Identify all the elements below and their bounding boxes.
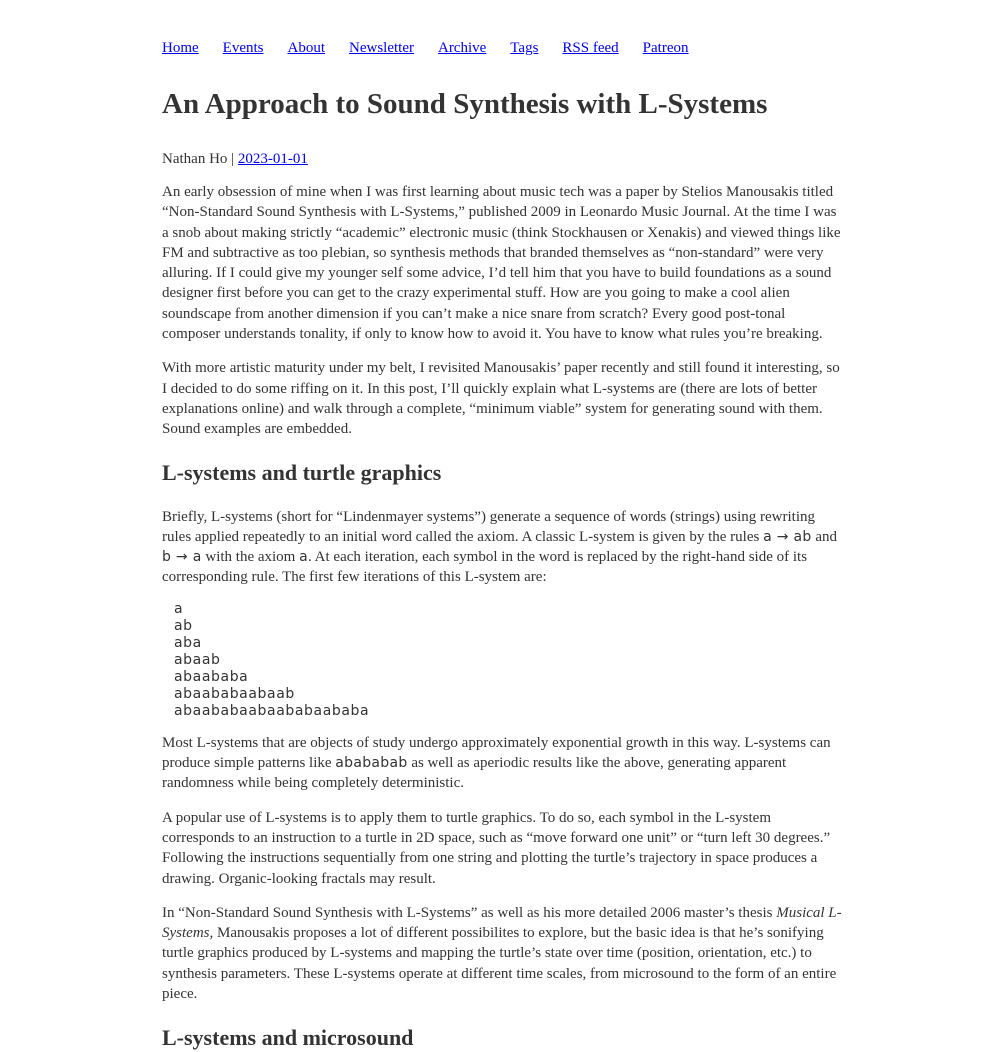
nav-link-events[interactable]: Events	[222, 40, 264, 56]
nav-link-rss-feed[interactable]: RSS feed	[562, 40, 619, 56]
rule-b-code: b → a	[162, 549, 202, 566]
paragraph-intro: An early obsession of mine when I was first learning about music tech was a paper by Stelios Manousakis titled “Non-Standard Sound Synthesis with L-Systems,” published 2009 in Leonardo Music Journal. At the time I was a snob about making strictly “academic” electronic music (think Stockhausen or Xenakis) and viewed things like FM and subtractive as too plebian, so synthesis methods that branded themselves as “non-standard” were very alluring. If I could give my younger self some advice, I’d tell him that you have to build foundations as a sound designer first before you can get to the crazy experimental stuff. How are you going to make a cool alien soundscape from another dimension if you can’t make a nice snare from scratch? Every good post-tonal composer understands tonality, if only to know how to avoid it. You have to know what rules you’re breaking.	[162, 184, 841, 343]
text-span: . At each iteration, each symbol in the word is replaced by the right-hand side of its corresponding rule. The first few iterations of this L-system are:	[162, 549, 808, 586]
section-heading-turtle-graphics: L-systems and turtle graphics	[162, 459, 442, 485]
text-span: and	[811, 528, 837, 545]
paragraph-turtle-graphics: A popular use of L-systems is to apply them to turtle graphics. To do so, each symbol in the L-system corresponds to an instruction to a turtle in 2D space, such as “move forward one unit” or “turn left 30 degrees.” Following the instructions sequentially from one string and plotting the turtle’s trajectory in space produces a drawing. Organic-looking fractals may result.	[162, 809, 831, 887]
author-name: Nathan Ho	[162, 151, 228, 167]
section-heading-microsound: L-systems and microsound	[162, 1025, 414, 1051]
nav-link-patreon[interactable]: Patreon	[642, 40, 689, 56]
iteration-line: a	[174, 600, 184, 617]
paragraph-manousakis	[162, 903, 842, 1004]
iteration-line: aba	[174, 634, 202, 651]
iteration-line: abaababa	[174, 668, 249, 685]
pattern-code: abababab	[335, 755, 408, 772]
paragraph-revisit: With more artistic maturity under my belt, I revisited Manousakis’ paper recently and still found it interesting, so I decided to do some riffing on it. In this post, I’ll quickly explain what L-systems are (there are lots of better explanations online) and walk through a complete, “minimum viable” system for generating sound with them. Sound examples are embedded.	[162, 360, 840, 438]
iteration-line: ab	[174, 617, 193, 634]
iteration-line: abaababaabaab	[174, 685, 295, 702]
axiom-code: a	[299, 549, 308, 566]
page-title: An Approach to Sound Synthesis with L-Systems	[162, 88, 768, 120]
post-date-link[interactable]: 2023-01-01	[237, 151, 308, 167]
iteration-line: abaababaabaababaababa	[174, 702, 370, 719]
text-span: Most L-systems that are objects of study undergo approximately exponential growth in this way. L-systems can produce simple patterns like	[162, 734, 831, 772]
paragraph-lsystem-definition	[162, 507, 842, 588]
iteration-line: abaab	[174, 651, 221, 668]
thesis-title: Musical L-Systems	[162, 904, 842, 942]
text-span: as well as aperiodic results like the above, generating apparent randomness while being completely deterministic.	[162, 755, 787, 792]
top-nav	[162, 38, 842, 60]
text-span: Briefly, L-systems (short for “Lindenmayer systems”) generate a sequence of words (strings) using rewriting rules applied repeatedly to an initial word called the axiom. A classic L-system is given by the rules	[162, 508, 816, 545]
nav-link-home[interactable]: Home	[162, 40, 199, 56]
rule-a-code: a → ab	[763, 528, 812, 545]
nav-link-tags[interactable]: Tags	[510, 40, 539, 56]
byline	[162, 149, 842, 169]
text-span: In “Non-Standard Sound Synthesis with L-Systems” as well as his more detailed 2006 master’s thesis	[162, 904, 777, 921]
nav-link-newsletter[interactable]: Newsletter	[349, 40, 414, 56]
byline-separator: |	[227, 151, 238, 167]
nav-link-archive[interactable]: Archive	[437, 40, 487, 56]
paragraph-exponential-growth	[162, 733, 842, 794]
nav-link-about[interactable]: About	[287, 40, 325, 56]
page	[162, 0, 842, 1052]
text-span: with the axiom	[201, 549, 300, 566]
iterations-code-block	[174, 601, 842, 720]
text-span: , Manousakis proposes a lot of different possibilites to explore, but the basic idea is that he’s sonifying turtle graphics produced by L-systems and mapping the turtle’s state over time (position, orientation, etc.) to synthesis parameters. These L-systems operate at different time scales, from microsound to the form of an entire piece.	[162, 925, 837, 1003]
